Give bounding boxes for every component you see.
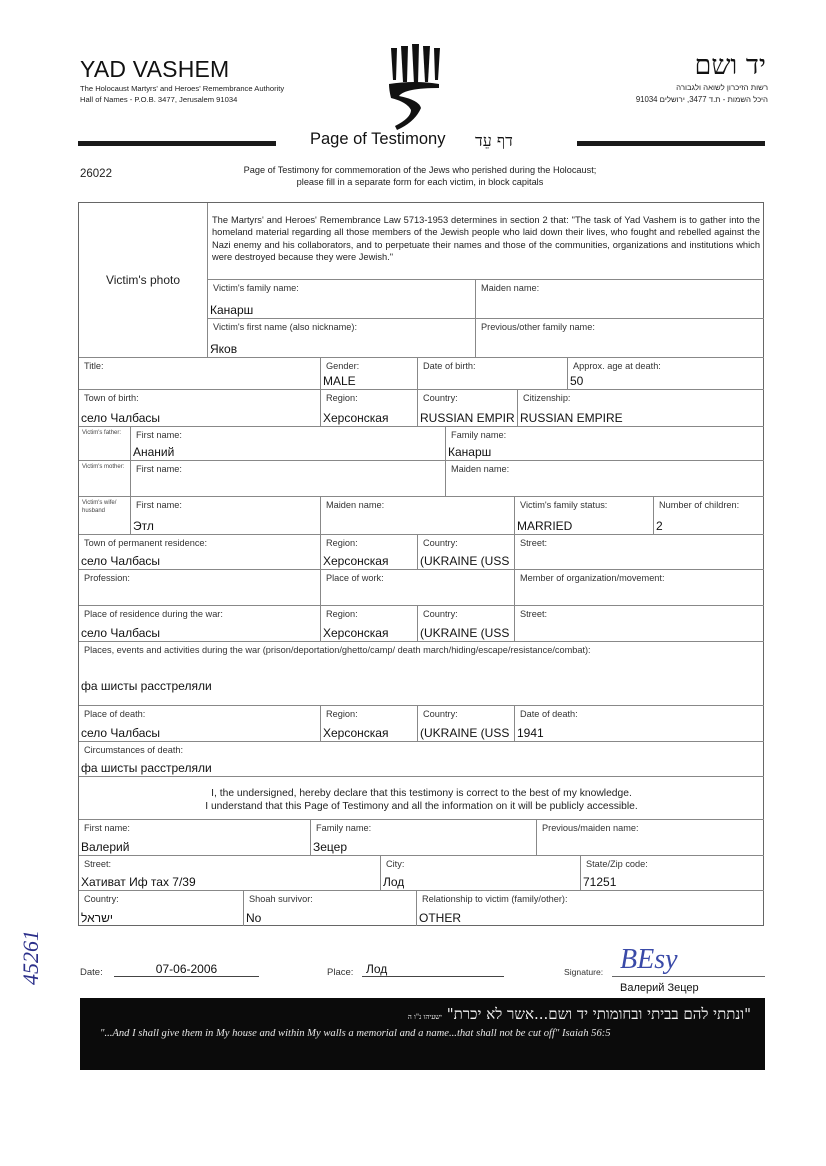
war-residence-place-field[interactable]	[79, 606, 321, 642]
yad-vashem-logo-icon	[385, 44, 445, 134]
field-label: Street:	[520, 538, 548, 548]
field-value: Канарш	[210, 303, 254, 317]
field-label: First name:	[84, 823, 130, 833]
field-label: Place of residence during the war:	[84, 609, 223, 619]
signature-image[interactable]: BEsy	[620, 944, 678, 975]
field-value: Валерий	[81, 840, 130, 854]
field-label: Family name:	[316, 823, 372, 833]
field-value: село Чалбасы	[81, 726, 160, 740]
field-value: RUSSIAN EMPIR	[420, 411, 515, 425]
residence-street-field[interactable]	[515, 535, 764, 570]
date-label: Date:	[80, 967, 103, 978]
field-label: Date of death:	[520, 709, 578, 719]
father-side-label	[79, 427, 131, 461]
victim-birth-country-field[interactable]	[418, 390, 518, 427]
field-label: Street:	[520, 609, 548, 619]
field-label: Profession:	[84, 573, 130, 583]
submitter-maiden-name-field[interactable]	[537, 820, 764, 856]
title-rule-right	[577, 141, 765, 146]
law-text-box	[208, 203, 764, 280]
field-label: State/Zip code:	[586, 859, 648, 869]
field-label: Region:	[326, 709, 358, 719]
field-value: No	[246, 911, 262, 925]
field-value: (UKRAINE (USS	[420, 554, 510, 568]
submitter-country-field[interactable]	[79, 891, 244, 926]
field-label: Circumstances of death:	[84, 745, 184, 755]
victim-photo-label: Victim's photo	[105, 273, 181, 287]
field-label: Shoah survivor:	[249, 894, 313, 904]
field-label: Region:	[326, 538, 358, 548]
field-value: село Чалбасы	[81, 411, 160, 425]
org-title-hebrew: יד ושם	[694, 50, 766, 81]
field-value: Херсонская	[323, 411, 389, 425]
war-events-field[interactable]	[79, 642, 764, 706]
field-label: Region:	[326, 609, 358, 619]
field-label: Previous/maiden name:	[542, 823, 639, 833]
date-field[interactable]: 07-06-2006	[114, 962, 259, 977]
field-value: 71251	[583, 875, 617, 889]
banner-english-quote: "...And I shall give them in My house and within My walls a memorial and a name...that shall not be cut off" Isaiah 56:5	[100, 1028, 611, 1039]
mother-maiden-name-field[interactable]	[446, 461, 764, 497]
testimony-form	[78, 202, 764, 926]
victim-town-of-birth-field[interactable]	[79, 390, 321, 427]
field-label: Title:	[84, 361, 104, 371]
field-label: Place of work:	[326, 573, 384, 583]
isaiah-quote-banner	[80, 998, 765, 1070]
victim-gender-field[interactable]	[321, 358, 418, 390]
field-value: (UKRAINE (USS	[420, 626, 510, 640]
submitter-street-field[interactable]	[79, 856, 381, 891]
intro-line-2: please fill in a separate form for each victim, in block capitals	[296, 177, 544, 187]
submitter-zip-field[interactable]	[581, 856, 764, 891]
place-of-work-field[interactable]	[321, 570, 515, 606]
field-label: Maiden name:	[326, 500, 385, 510]
field-value: 50	[570, 374, 584, 388]
field-value: (UKRAINE (USS	[420, 726, 510, 740]
field-label: First name:	[136, 430, 182, 440]
victim-family-status-field[interactable]	[515, 497, 654, 535]
side-label-text: Victim's wife/ husband	[82, 500, 117, 514]
title-rule-left	[78, 141, 276, 146]
page-title-hebrew: דף עֵד	[475, 131, 513, 150]
field-value: фа шисты расстреляли	[81, 761, 212, 775]
org-address-hebrew: היכל השמות - ת.ד 3477, ירושלים 91034	[635, 95, 768, 104]
side-label-text: Victim's father:	[82, 430, 122, 436]
signature-label: Signature:	[564, 967, 604, 977]
place-field[interactable]: Лод	[362, 962, 504, 977]
victim-birth-region-field[interactable]	[321, 390, 418, 427]
field-value: RUSSIAN EMPIRE	[520, 411, 623, 425]
field-label: Member of organization/movement:	[520, 573, 665, 583]
war-residence-region-field[interactable]	[321, 606, 418, 642]
residence-region-field[interactable]	[321, 535, 418, 570]
form-intro	[200, 164, 640, 188]
submitter-first-name-field[interactable]	[79, 820, 311, 856]
field-value: Херсонская	[323, 626, 389, 640]
law-text: The Martyrs' and Heroes' Remembrance Law 5713-1953 determines in section 2 that: "The task of Yad Vashem is to gather into the homeland material regarding all those members of the Jewish people who laid down their lives, who fought and rebelled against the Nazi enemy and his collaborators, and to perpetuate their names and those of the communities, organizations and institutions which were destroyed because they were Jewish."	[212, 215, 760, 263]
signer-name: Валерий Зецер	[620, 982, 699, 994]
victim-dob-field[interactable]	[418, 358, 568, 390]
residence-town-field[interactable]	[79, 535, 321, 570]
page-title: Page of Testimony	[310, 130, 446, 148]
field-label: Victim's first name (also nickname):	[213, 322, 358, 332]
victim-first-name-field[interactable]	[208, 319, 476, 358]
victim-family-name-field[interactable]	[208, 280, 476, 319]
victim-age-at-death-field[interactable]	[568, 358, 764, 390]
field-label: Country:	[423, 538, 458, 548]
member-organization-field[interactable]	[515, 570, 764, 606]
field-label: Country:	[423, 709, 458, 719]
signature-line	[612, 976, 765, 977]
field-value: Хативат Иф тах 7/39	[81, 875, 196, 889]
victim-other-family-name-field[interactable]	[476, 319, 764, 358]
residence-country-field[interactable]	[418, 535, 515, 570]
death-place-field[interactable]	[79, 706, 321, 742]
field-value: село Чалбасы	[81, 554, 160, 568]
field-value: Херсонская	[323, 554, 389, 568]
field-value: ישראל	[81, 911, 113, 925]
field-label: Maiden name:	[451, 464, 510, 474]
victim-photo-box[interactable]	[79, 203, 208, 358]
field-label: Victim's family name:	[213, 283, 299, 293]
field-label: Relationship to victim (family/other):	[422, 894, 568, 904]
submitter-city-field[interactable]	[381, 856, 581, 891]
side-label-text: Victim's mother:	[82, 464, 125, 470]
submitter-family-name-field[interactable]	[311, 820, 537, 856]
war-residence-street-field[interactable]	[515, 606, 764, 642]
field-label: Gender:	[326, 361, 360, 371]
father-first-name-field[interactable]	[131, 427, 446, 461]
field-label: Number of children:	[659, 500, 740, 510]
declaration-line-2: I understand that this Page of Testimony and all the information on it will be publicly accessible.	[205, 801, 638, 813]
org-title: YAD VASHEM	[80, 56, 230, 82]
declaration-line-1: I, the undersigned, hereby declare that this testimony is correct to the best of my knowledge.	[211, 788, 632, 799]
field-label: Citizenship:	[523, 393, 571, 403]
relationship-field[interactable]	[417, 891, 764, 926]
banner-hebrew-quote	[408, 1005, 751, 1024]
war-residence-country-field[interactable]	[418, 606, 515, 642]
handwritten-margin-number: 45261	[18, 930, 43, 985]
place-label: Place:	[327, 967, 354, 978]
mother-side-label	[79, 461, 131, 497]
field-value: MALE	[323, 374, 356, 388]
spouse-first-name-field[interactable]	[131, 497, 321, 535]
field-label: Date of birth:	[423, 361, 476, 371]
victim-title-field[interactable]	[79, 358, 321, 390]
field-value: фа шисты расстреляли	[81, 679, 212, 693]
org-address: Hall of Names - P.O.B. 3477, Jerusalem 91034	[80, 95, 238, 104]
father-family-name-field[interactable]	[446, 427, 764, 461]
field-label: Place of death:	[84, 709, 146, 719]
profession-field[interactable]	[79, 570, 321, 606]
death-country-field[interactable]	[418, 706, 515, 742]
field-value: Яков	[210, 342, 238, 356]
death-date-field[interactable]	[515, 706, 764, 742]
declaration-box	[79, 777, 764, 820]
field-label: First name:	[136, 500, 182, 510]
field-label: Approx. age at death:	[573, 361, 661, 371]
field-value: MARRIED	[517, 519, 573, 533]
field-label: Town of birth:	[84, 393, 139, 403]
field-value: 1941	[517, 726, 544, 740]
field-value: Ананий	[133, 445, 175, 459]
spouse-side-label	[79, 497, 131, 535]
victim-citizenship-field[interactable]	[518, 390, 764, 427]
field-value: Зецер	[313, 840, 348, 854]
field-label: First name:	[136, 464, 182, 474]
death-region-field[interactable]	[321, 706, 418, 742]
field-value: Лод	[383, 875, 405, 889]
form-id: 26022	[80, 168, 112, 180]
field-label: Maiden name:	[481, 283, 540, 293]
field-label: Country:	[423, 609, 458, 619]
spouse-maiden-name-field[interactable]	[321, 497, 515, 535]
mother-first-name-field[interactable]	[131, 461, 446, 497]
banner-hebrew-ref: ישעיהו נ"ו ה	[407, 1013, 442, 1021]
field-label: Victim's family status:	[520, 500, 608, 510]
field-label: Country:	[423, 393, 458, 403]
field-label: City:	[386, 859, 405, 869]
intro-line-1: Page of Testimony for commemoration of the Jews who perished during the Holocaust;	[243, 165, 597, 175]
field-label: Country:	[84, 894, 119, 904]
org-subtitle-hebrew: רשות הזיכרון לשואה ולגבורה	[676, 83, 768, 92]
death-circumstances-field[interactable]	[79, 742, 764, 777]
org-subtitle: The Holocaust Martyrs' and Heroes' Remembrance Authority	[80, 84, 285, 93]
field-value: Херсонская	[323, 726, 389, 740]
field-value: село Чалбасы	[81, 626, 160, 640]
number-of-children-field[interactable]	[654, 497, 764, 535]
field-label: Family name:	[451, 430, 507, 440]
field-value: Канарш	[448, 445, 492, 459]
field-label: Places, events and activities during the war (prison/deportation/ghetto/camp/ death march/hiding/escape/resistance/combat):	[84, 645, 591, 655]
field-label: Town of permanent residence:	[84, 538, 208, 548]
victim-maiden-name-field[interactable]	[476, 280, 764, 319]
shoah-survivor-field[interactable]	[244, 891, 417, 926]
field-label: Region:	[326, 393, 358, 403]
field-value: 2	[656, 519, 663, 533]
declaration-text	[79, 787, 764, 814]
banner-hebrew-text: "ונתתי להם בביתי ובחומותי יד ושם...אשר לא יכרת"	[446, 1005, 751, 1023]
field-value: OTHER	[419, 911, 461, 925]
field-label: Street:	[84, 859, 112, 869]
field-label: Previous/other family name:	[481, 322, 595, 332]
field-value: Этл	[133, 519, 154, 533]
